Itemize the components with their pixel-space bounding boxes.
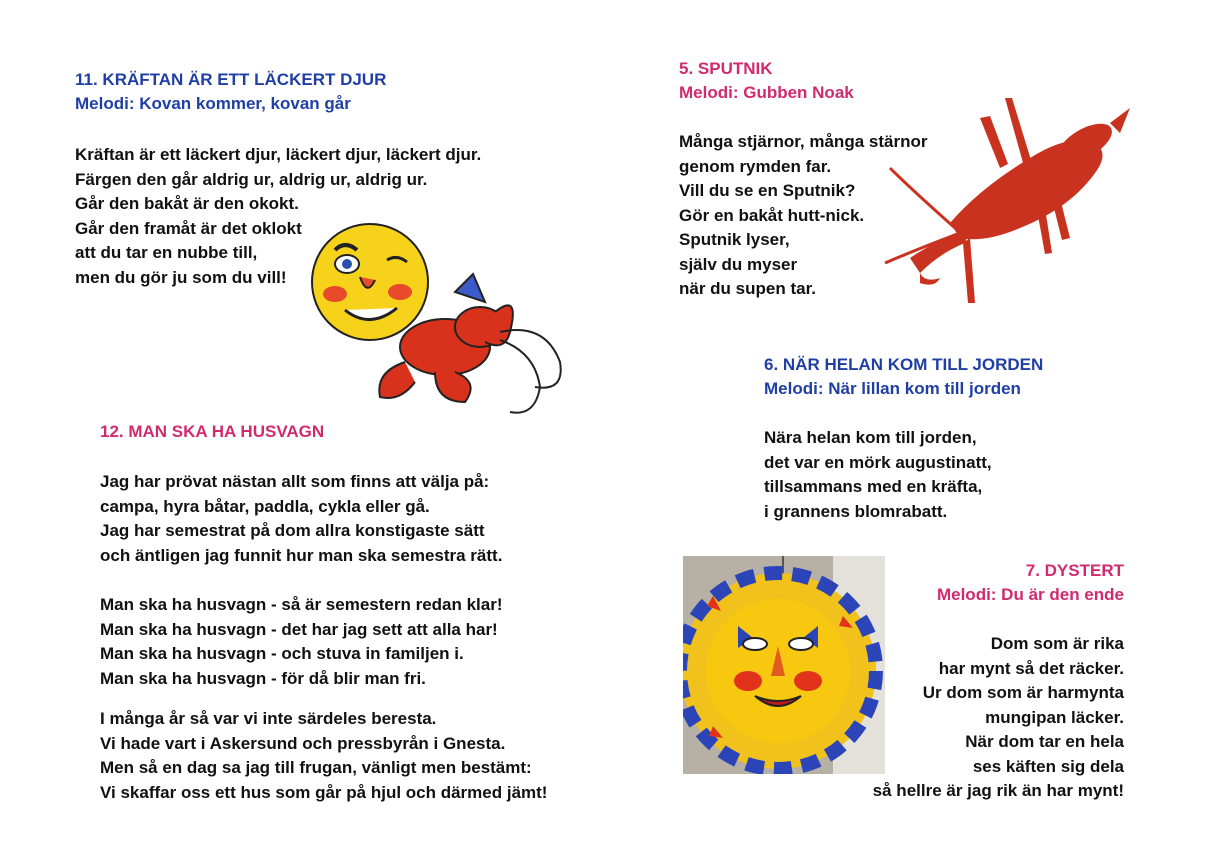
lyric-line: Kräftan är ett läckert djur, läckert djur, läckert djur. (75, 145, 482, 164)
song-7 (873, 559, 1124, 804)
lyric-line: Dom som är rika (990, 634, 1124, 653)
lyric-line: genom rymden far. (679, 156, 832, 176)
lyric-line: När dom tar en hela (965, 732, 1124, 751)
lyric-line: Många stjärnor, många stärnor (679, 132, 928, 151)
lyric-line: Men så en dag sa jag till frugan, vänligt men bestämt: (100, 758, 532, 777)
lyric-line: Färgen den går aldrig ur, aldrig ur, aldrig ur. (75, 169, 428, 189)
lyric-line: Man ska ha husvagn - så är semestern redan klar! (100, 595, 503, 614)
song-6-melody: Melodi: När lillan kom till jorden (764, 379, 1021, 398)
lyric-line: Man ska ha husvagn - det har jag sett att alla har! (100, 619, 498, 639)
song-5-melody: Melodi: Gubben Noak (679, 83, 854, 102)
crayfish-illustration (880, 88, 1140, 313)
lyric-line: Ur dom som är harmynta (922, 683, 1124, 702)
song-6 (764, 353, 1043, 524)
lyric-line: Går den framåt är det oklokt (75, 218, 302, 238)
song-11-melody: Melodi: Kovan kommer, kovan går (75, 94, 351, 113)
lantern-photo (683, 556, 885, 774)
song-12-verse-2 (100, 707, 547, 805)
lyric-line: Nära helan kom till jorden, (764, 428, 977, 447)
lyric-line: campa, hyra båtar, paddla, cykla eller gå. (100, 496, 430, 516)
lyric-line: så hellre är jag rik än har mynt! (872, 781, 1124, 800)
song-6-title: 6. NÄR HELAN KOM TILL JORDEN (764, 355, 1044, 374)
lyric-line: mungipan läcker. (985, 707, 1124, 727)
lyric-line: Sputnik lyser, (679, 230, 790, 249)
lyric-line: har mynt så det räcker. (938, 658, 1124, 678)
song-12-verse-1 (100, 470, 547, 568)
moon-crayfish-illustration (305, 222, 580, 422)
lyric-line: själv du myser (679, 254, 798, 274)
lyric-line: i grannens blomrabatt. (764, 501, 948, 521)
song-12-title: 12. MAN SKA HA HUSVAGN (100, 422, 325, 441)
lyric-line: men du gör ju som du vill! (75, 267, 287, 287)
lyric-line: att du tar en nubbe till, (75, 243, 258, 262)
song-12 (100, 420, 547, 805)
lyric-line: tillsammans med en kräfta, (764, 477, 983, 496)
lyric-line: Man ska ha husvagn - för då blir man fri. (100, 668, 426, 688)
lyric-line: Man ska ha husvagn - och stuva in familjen i. (100, 644, 464, 663)
lyric-line: det var en mörk augustinatt, (764, 452, 992, 472)
lyric-line: Vi skaffar oss ett hus som går på hjul och därmed jämt! (100, 782, 548, 802)
lyric-line: Vill du se en Sputnik? (679, 181, 856, 200)
lyric-line: Vi hade vart i Askersund och pressbyrån i Gnesta. (100, 733, 506, 753)
song-7-melody: Melodi: Du är den ende (936, 585, 1124, 604)
song-6-lyrics (764, 426, 1043, 524)
lyric-line: Jag har semestrat på dom allra konstigaste sätt (100, 521, 485, 540)
song-11-title: 11. KRÄFTAN ÄR ETT LÄCKERT DJUR (75, 70, 387, 89)
song-5-title: 5. SPUTNIK (679, 59, 773, 78)
lyric-line: ses käften sig dela (972, 756, 1124, 776)
lyric-line: I många år så var vi inte särdeles beresta. (100, 709, 437, 728)
lyric-line: när du supen tar. (679, 279, 816, 298)
song-12-chorus (100, 593, 547, 691)
lyric-line: och äntligen jag funnit hur man ska semestra rätt. (100, 545, 503, 565)
song-7-title: 7. DYSTERT (1025, 561, 1124, 580)
song-7-lyrics (873, 632, 1124, 804)
lyric-line: Går den bakåt är den okokt. (75, 194, 299, 213)
lyric-line: Gör en bakåt hutt-nick. (679, 205, 865, 225)
lyric-line: Jag har prövat nästan allt som finns att välja på: (100, 472, 490, 491)
